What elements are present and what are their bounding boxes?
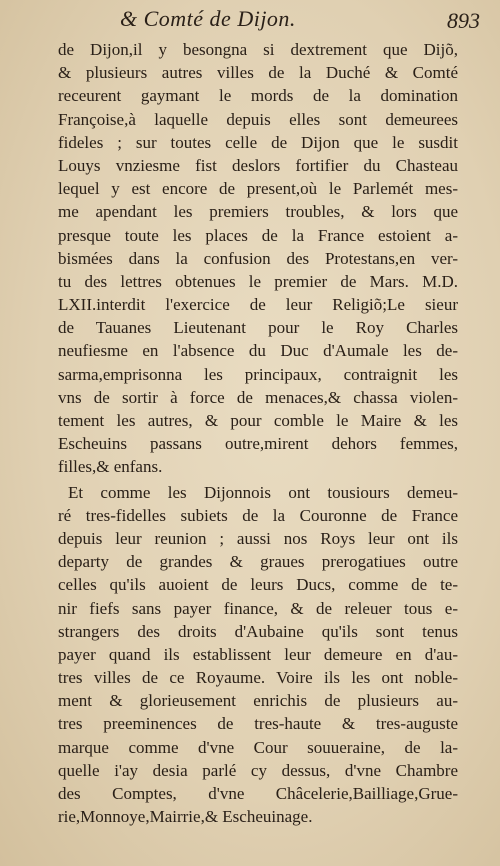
text-line: rie,Monnoye,Mairrie,& Escheuinage. [58, 807, 313, 827]
text-line: neufiesme en l'absence du Duc d'Aumale les de- [58, 341, 458, 361]
text-line: sarma,emprisonna les principaux, contraignit les [58, 364, 458, 384]
text-line: depuis leur reunion ; aussi nos Roys leur ont ils [58, 528, 458, 548]
running-title: & Comté de Dijon. [120, 6, 296, 31]
text-line: Françoise,à laquelle depuis elles sont demeurees [58, 109, 458, 129]
text-line: marque comme d'vne Cour souueraine, de la- [58, 737, 458, 757]
text-line: receurent gaymant le mords de la domination [58, 86, 458, 106]
text-line: filles,& enfans. [58, 457, 163, 477]
text-line: tement les autres, & pour comble le Maire & les [58, 411, 458, 430]
text-line: Et comme les Dijonnois ont tousiours demeu- [68, 482, 458, 502]
text-line: ment & glorieusement enrichis de plusieurs au- [58, 691, 458, 711]
text-line: tres preeminences de tres-haute & tres-auguste [58, 714, 458, 734]
text-line: departy de grandes & graues prerogatiues outre [58, 552, 458, 572]
text-line: celles qu'ils auoient de leurs Ducs, comme de te- [58, 575, 458, 595]
text-line: presque toute les places de la France estoient a- [58, 225, 458, 245]
text-line: tu des lettres obtenues le premier de Mars. M.D. [58, 271, 458, 291]
text-line: tres villes de ce Royaume. Voire ils les ont noble- [58, 668, 458, 688]
paragraph-1 [58, 38, 458, 479]
text-line: des Comptes, d'vne Châcelerie,Bailliage,Grue- [58, 784, 458, 803]
text-line: fideles ; sur toutes celle de Dijon que le susdit [58, 132, 458, 152]
text-line: me apendant les premiers troubles, & lors que [58, 202, 458, 222]
text-line: vns de sortir à force de menaces,& chassa violen- [58, 387, 458, 407]
text-line: lequel y est encore de present,où le Parlemét mes- [58, 179, 458, 199]
body-text [58, 38, 458, 828]
text-line: de Dijon,il y besongna si dextrement que Dijõ, [58, 40, 458, 59]
text-line: Louys vnziesme fist deslors fortifier du Chasteau [58, 155, 458, 175]
page-header [100, 6, 480, 34]
text-line: LXII.interdit l'exercice de leur Religiõ;Le sieur [58, 295, 458, 315]
text-line: payer quand ils establissent leur demeure en d'au- [58, 644, 458, 664]
text-line: & plusieurs autres villes de la Duché & Comté [58, 63, 458, 83]
text-line: bismées dans la confusion des Protestans,en ver- [58, 248, 458, 268]
text-line: strangers des droits d'Aubaine qu'ils sont tenus [58, 621, 458, 641]
text-line: Escheuins passans outre,mirent dehors femmes, [58, 434, 458, 454]
paragraph-2 [58, 481, 458, 829]
text-line: nir fiefs sans payer finance, & de releuer tous e- [58, 598, 458, 618]
text-line: quelle i'ay desia parlé cy dessus, d'vne Chambre [58, 760, 458, 780]
text-line: de Tauanes Lieutenant pour le Roy Charles [58, 318, 458, 338]
page-number: 893 [447, 8, 480, 33]
text-line: ré tres-fidelles subiets de la Couronne de France [58, 505, 458, 525]
